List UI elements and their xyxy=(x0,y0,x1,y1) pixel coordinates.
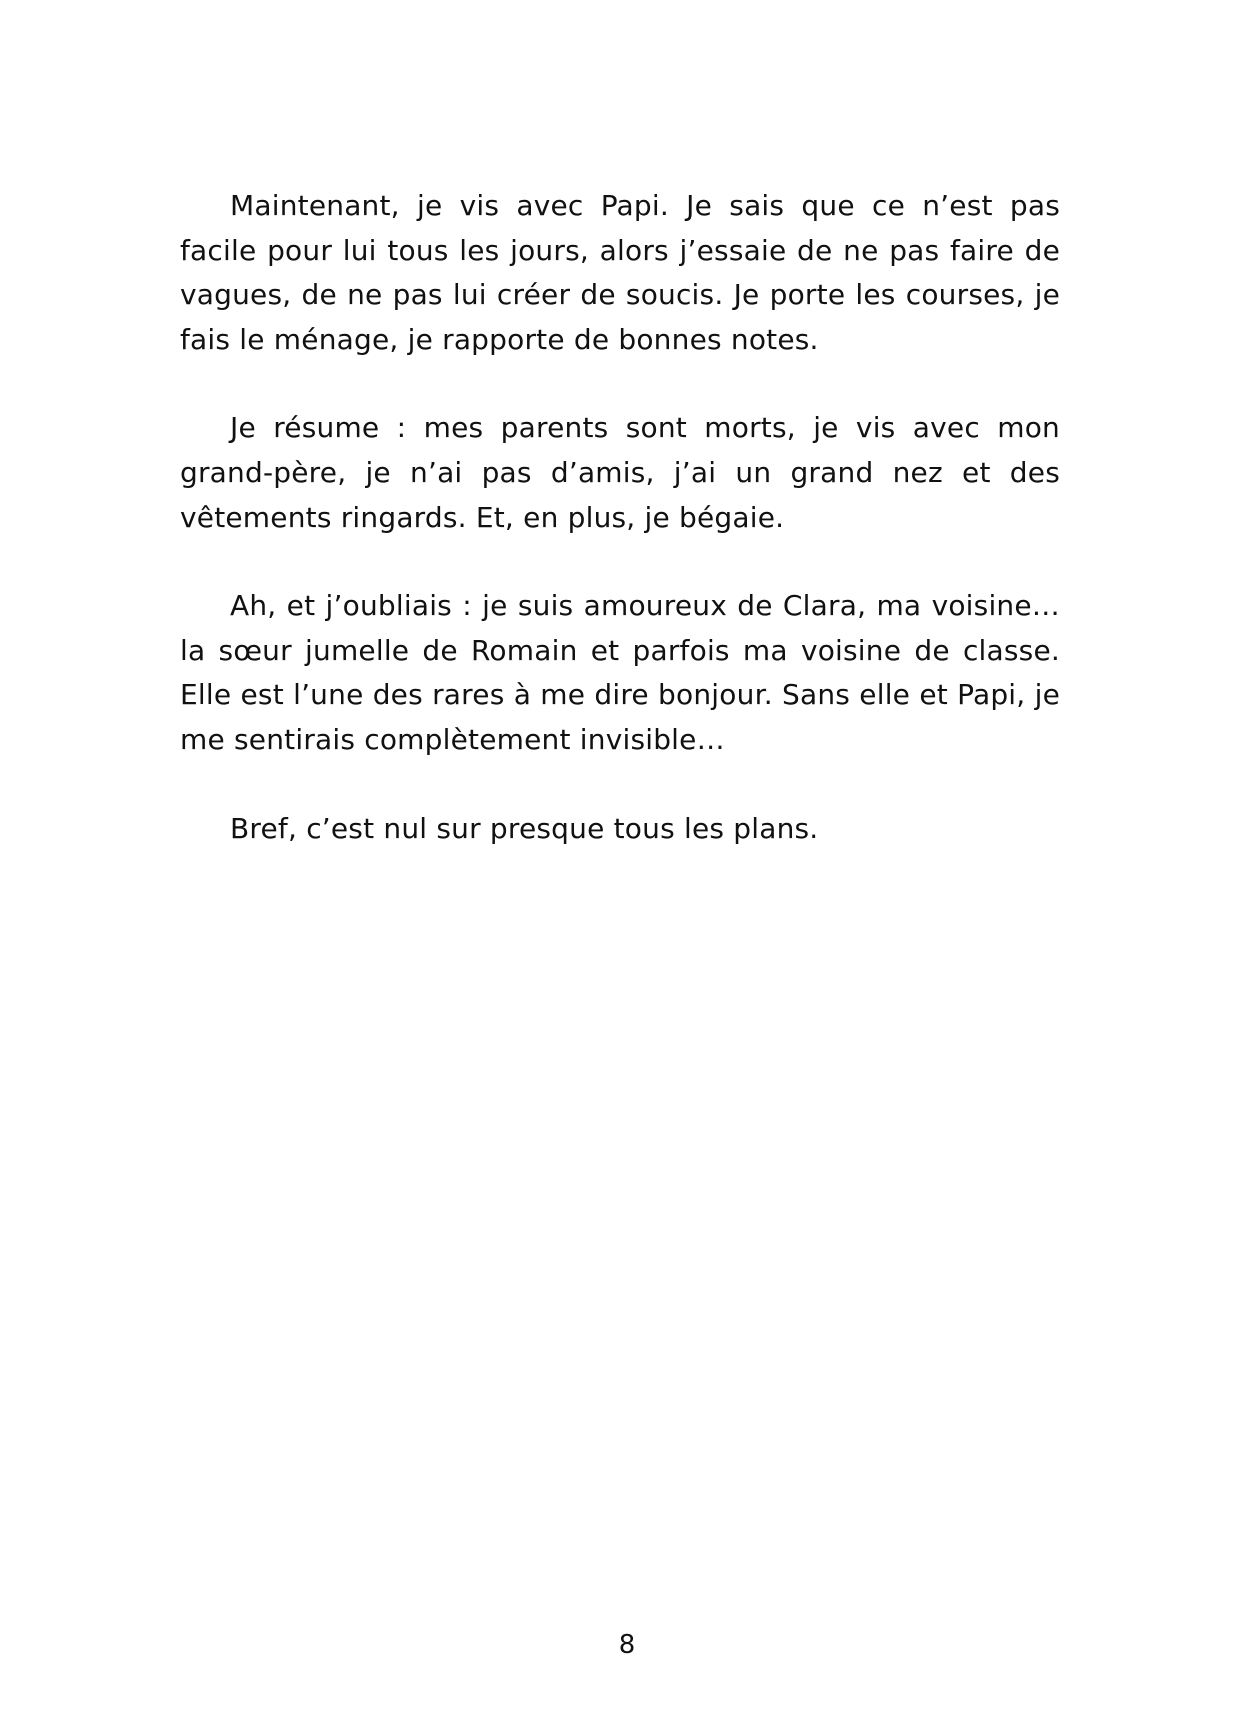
page-number: 8 xyxy=(618,1630,636,1660)
paragraph-3: Ah, et j’oubliais : je suis amoureux de Clara, ma voisine… la sœur jumelle de Romain et parfois ma voisine de classe. Elle est l’une des rares à me dire bonjour. Sans elle et Papi, je me sentirais complètement invisible… xyxy=(180,589,1060,756)
body-text xyxy=(180,184,1060,895)
paragraph-4: Bref, c’est nul sur presque tous les plans. xyxy=(230,811,819,845)
paragraph-2: Je résume : mes parents sont morts, je vis avec mon grand-père, je n’ai pas d’amis, j’ai un grand nez et des vêtements ringards. Et, en plus, je bégaie. xyxy=(180,411,1060,534)
paragraph-1: Maintenant, je vis avec Papi. Je sais que ce n’est pas facile pour lui tous les jours, alors j’essaie de ne pas faire de vagues, de ne pas lui créer de soucis. Je porte les courses, je fais le ménage, je rapporte de bonnes notes. xyxy=(180,189,1060,356)
